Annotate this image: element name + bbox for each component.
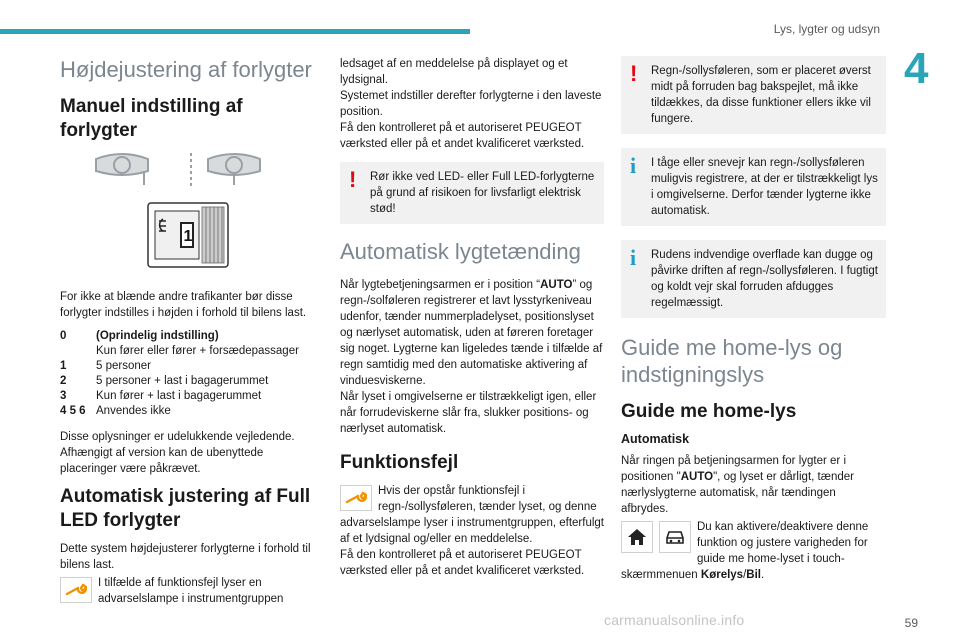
subtitle-guide-me-home: Guide me home-lys <box>621 401 797 422</box>
subtitle-automatic-adjustment: Automatisk justering af Full LED forlygter <box>60 486 311 531</box>
setting-key: 2 <box>60 375 67 387</box>
warning-box-led <box>340 162 604 224</box>
guidance-note: Disse oplysninger er udelukkende vejledende. Afhængigt af version kan de ubenyttede placeringer være påkrævet. <box>60 431 295 475</box>
continued-text-1: ledsaget af en meddelelse på displayet og et lydsignal. <box>340 58 568 86</box>
home-icon <box>621 521 653 553</box>
chapter-accent-bar <box>0 29 470 34</box>
auto-lighting-text-2: Når lyset i omgivelserne er tilstrækkeligt igen, eller når forrudeviskerne slår fra, slukker positions- og nærlyset automatisk. <box>340 391 597 435</box>
info-box-fog <box>621 148 886 226</box>
setting-row <box>60 344 322 359</box>
column-1 <box>60 56 322 615</box>
subtitle-malfunction: Funktionsfejl <box>340 452 459 473</box>
headlamp-adjustment-illustration <box>60 151 322 285</box>
svg-text:1: 1 <box>183 228 193 245</box>
column-3 <box>621 56 886 591</box>
info-fog-text: I tåge eller snevejr kan regn-/sollysføleren muligvis registrere, at der er tilstrækkeligt lys i omgivelserne. Derfor tænder lygterne ikke automatisk. <box>651 157 878 217</box>
fault-block <box>340 483 604 547</box>
chapter-number: 4 <box>904 44 929 93</box>
section-title-headlamp-adjustment: Højdejustering af forlygter <box>60 57 312 82</box>
section-title-guide-me-home: Guide me home-lys og indstigningslys <box>621 335 843 387</box>
continued-text-3: Få den kontrolleret på et autoriseret PEUGEOT værksted eller på et andet kvalificeret værksted. <box>340 122 585 150</box>
info-icon: i <box>630 153 637 178</box>
auto-warning-text: I tilfælde af funktionsfejl lyser en advarselslampe i instrumentgruppen <box>98 577 284 605</box>
setting-value: Anvendes ikke <box>96 405 171 417</box>
auto-lighting-text: Når lygtebetjeningsarmen er i position “AUTO” og regn-/solføleren registrerer et lavt lysstyrkeniveau udenfor, tænder nummerpladelyset, positionslyset og nærlyset automatisk, uden at føreren foretager sig noget. Lygterne kan ligeledes tænde i tilfælde af regn samtidig med den automatiske aktivering af vinduesviskerne. <box>340 279 603 387</box>
setting-title: (Oprindelig indstilling) <box>96 330 219 342</box>
setting-value: Kun fører eller fører + forsædepassager <box>96 345 299 357</box>
car-icon <box>659 521 691 553</box>
automatic-label: Automatisk <box>621 432 690 446</box>
warning-led-text: Rør ikke ved LED- eller Full LED-forlygterne på grund af risikoen for livsfarligt elektrisk stød! <box>370 171 595 215</box>
section-title-automatic-lighting: Automatisk lygtetænding <box>340 239 581 264</box>
page-number: 59 <box>904 616 918 630</box>
wrench-warning-icon <box>340 485 372 511</box>
setting-row <box>60 374 322 389</box>
info-box-condensation <box>621 240 886 318</box>
subtitle-manual-adjustment: Manuel indstilling af forlygter <box>60 96 243 141</box>
setting-row <box>60 329 322 344</box>
manual-intro-text: For ikke at blænde andre trafikanter bør disse forlygter indstilles i højden i forhold til bilens last. <box>60 291 307 319</box>
touch-menu-text: Du kan aktivere/deaktivere denne funktion og justere varigheden for guide me home-lyset i touch-skærmmenuen Kørelys/Bil. <box>621 521 869 581</box>
auto-adjustment-text: Dette system højdejusterer forlygterne i forhold til bilens last. <box>60 543 311 571</box>
setting-key: 0 <box>60 330 67 342</box>
info-condensation-text: Rudens indvendige overflade kan dugge og påvirke driften af regn-/sollysføleren. I fugtigt og koldt vejr skal forruden afdugges regelmæssigt. <box>651 249 878 309</box>
chapter-title: Lys, lygter og udsyn <box>773 22 880 36</box>
exclamation-warning-icon: ! <box>630 61 638 86</box>
fault-text: Hvis der opstår funktionsfejl i regn-/sollysføleren, tænder lyset, og denne advarselslampe lyser i instrumentgruppen, efterfulgt af et lydsignal og/eller en meddelelse. <box>340 485 604 545</box>
column-2 <box>340 56 604 587</box>
setting-value: 5 personer <box>96 360 151 372</box>
auto-warning-block <box>60 575 322 615</box>
automatic-text: Når ringen på betjeningsarmen for lygter er i positionen "AUTO", og lyset er dårligt, tænder nærlyslygterne automatisk, når tændingen afbrydes. <box>621 455 854 515</box>
continued-text-2: Systemet indstiller derefter forlygterne i den laveste position. <box>340 90 602 118</box>
watermark: carmanualsonline.info <box>604 612 745 628</box>
fault-text-2: Få den kontrolleret på et autoriseret PEUGEOT værksted eller på et andet kvalificeret værksted. <box>340 549 585 577</box>
steering-wheel-and-dial-icon <box>60 151 322 285</box>
setting-value: 5 personer + last i bagagerummet <box>96 375 269 387</box>
setting-row <box>60 389 322 404</box>
exclamation-warning-icon: ! <box>349 167 357 192</box>
setting-key: 4 5 6 <box>60 405 86 417</box>
adjustment-settings-list <box>60 329 322 419</box>
setting-row <box>60 359 322 374</box>
warning-sensor-text: Regn-/sollysføleren, som er placeret øverst midt på forruden bag bakspejlet, må ikke tildækkes, da disse funktioner ellers ikke vil fungere. <box>651 65 871 125</box>
setting-value: Kun fører + last i bagagerummet <box>96 390 262 402</box>
setting-row <box>60 404 322 419</box>
warning-box-sensor <box>621 56 886 134</box>
setting-key: 1 <box>60 360 67 372</box>
info-icon: i <box>630 245 637 270</box>
wrench-warning-icon <box>60 577 92 603</box>
touch-menu-block <box>621 519 886 591</box>
setting-key: 3 <box>60 390 67 402</box>
